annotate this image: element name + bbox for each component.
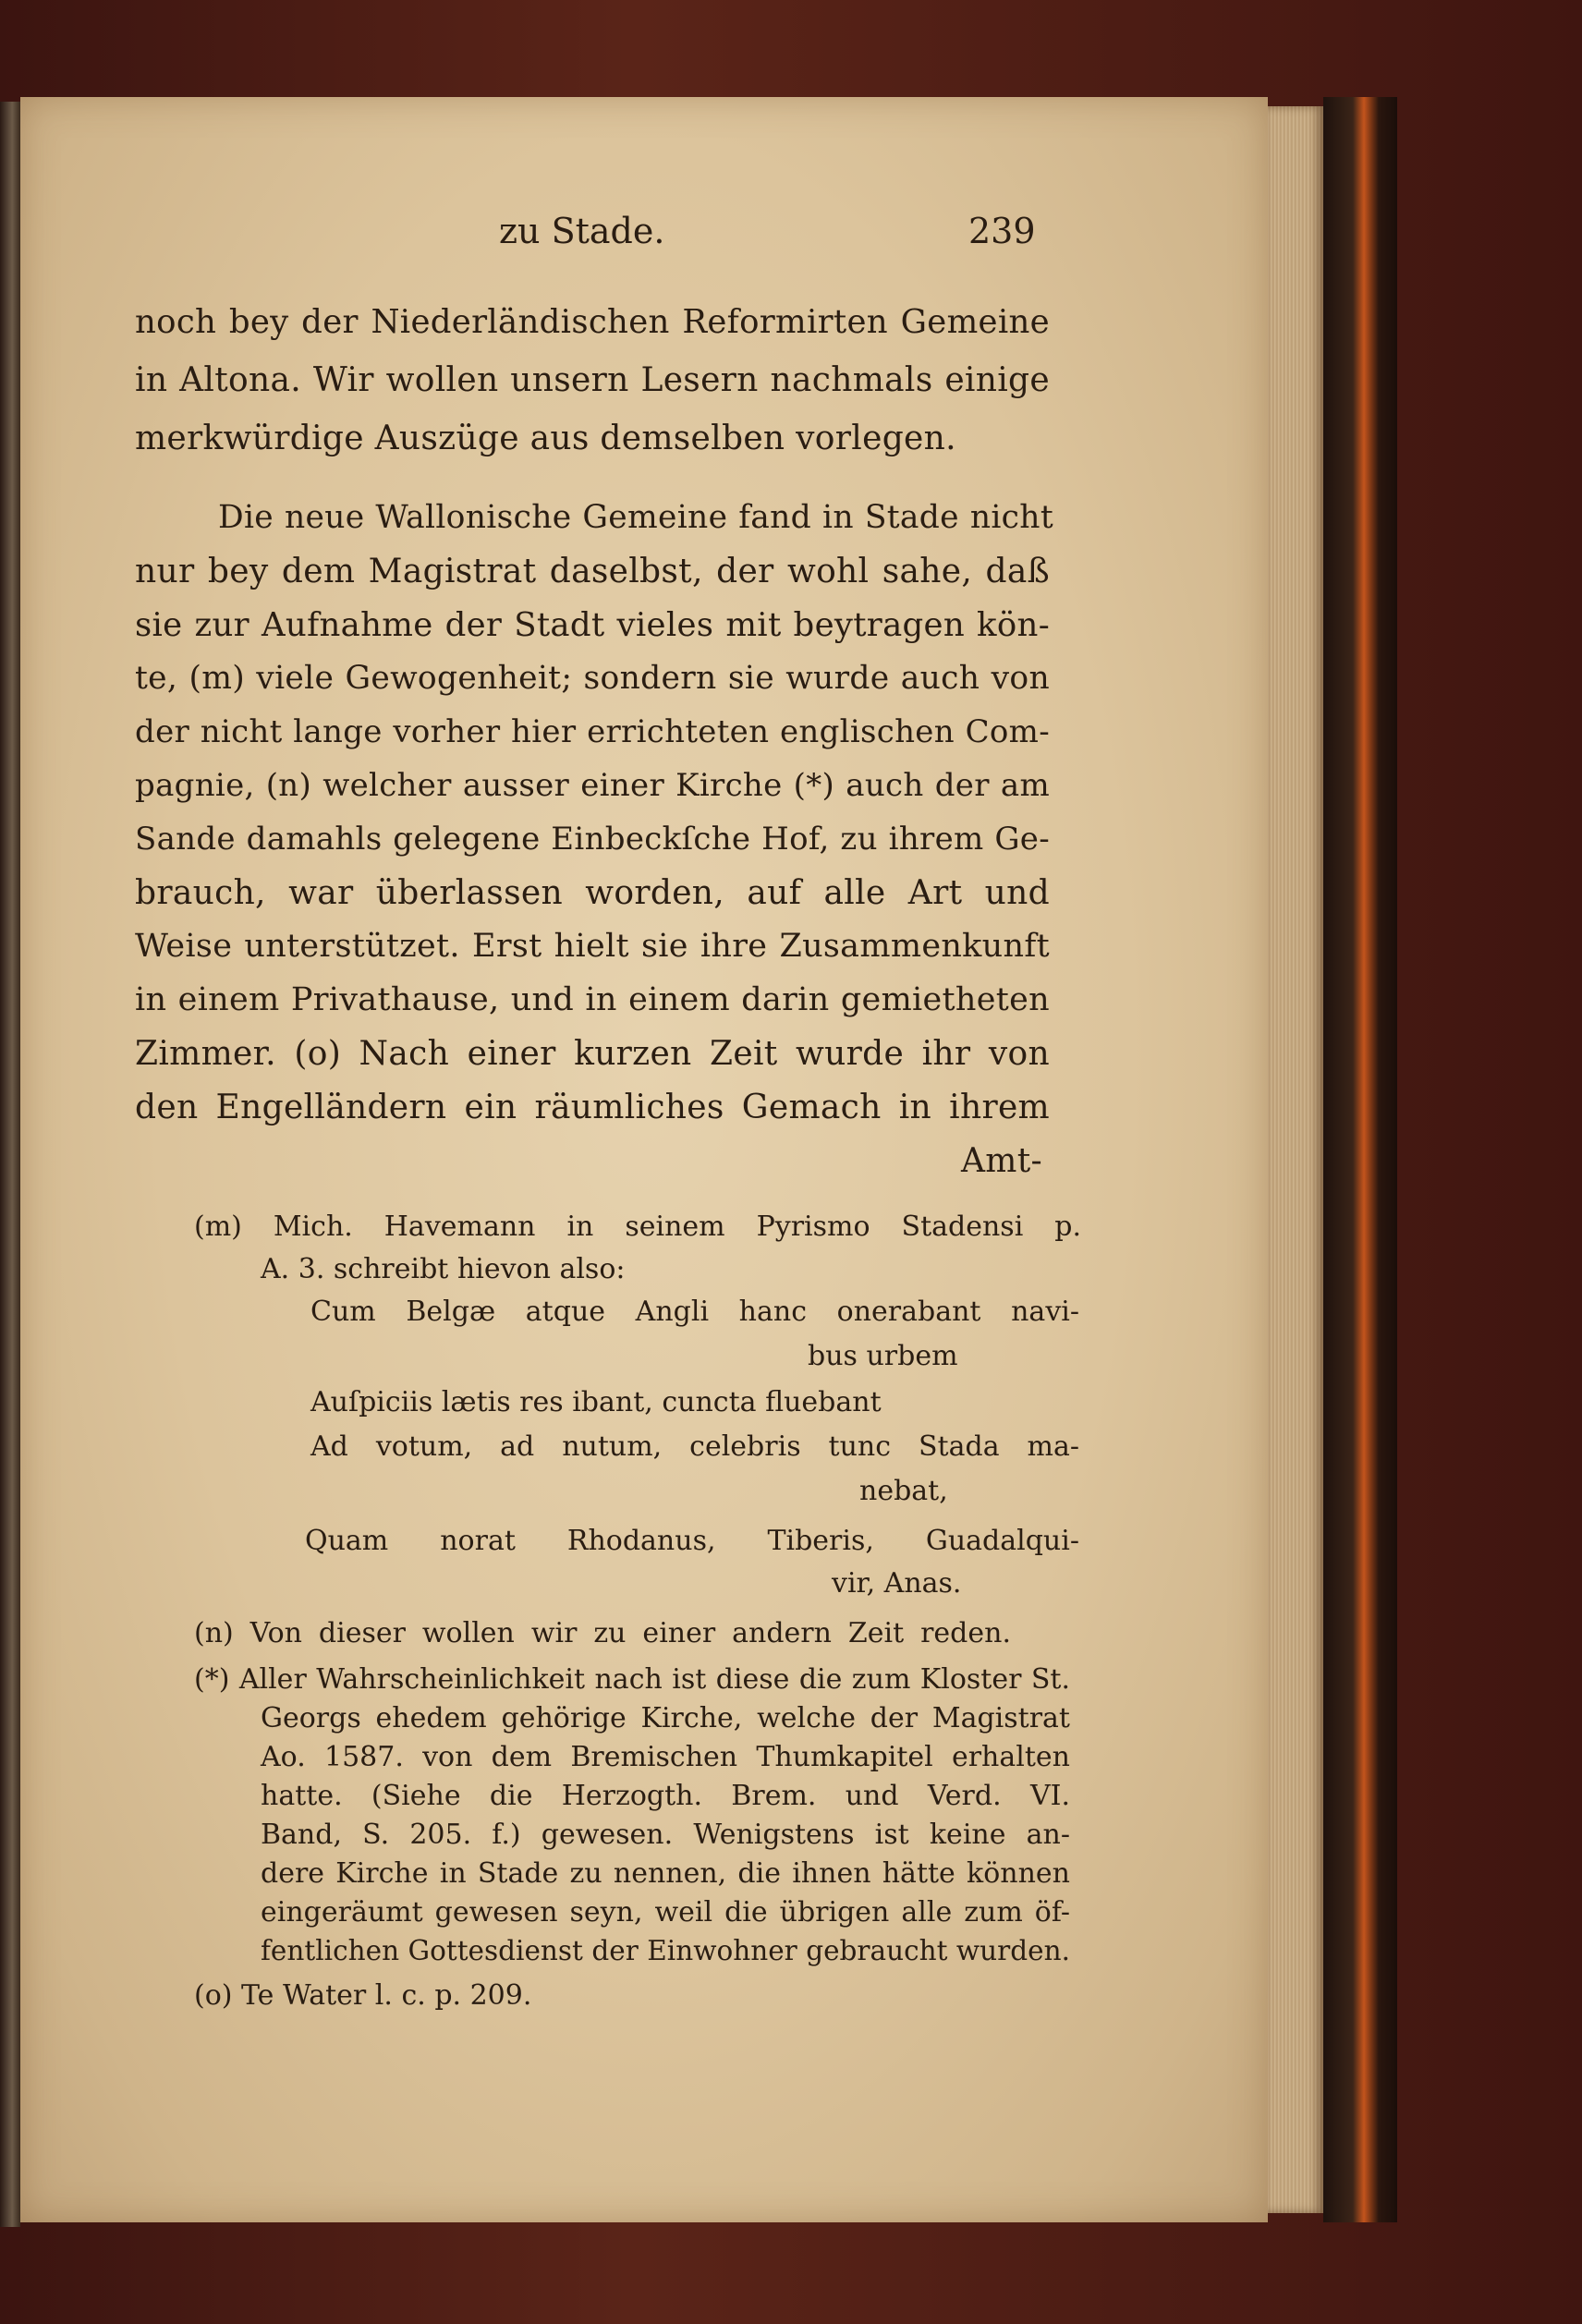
footnote-line: A. 3. schreibt hievon also: — [261, 1253, 626, 1285]
footnote-line: (m) Mich. Havemann in seinem Pyrismo Stadensi p. — [194, 1211, 1081, 1243]
body-line: noch bey der Niederländischen Reformirten Gemeine — [135, 303, 1050, 341]
footnote-line: eingeräumt gewesen seyn, weil die übrigen alle zum öf- — [261, 1896, 1070, 1929]
body-line: Sande damahls gelegene Einbeckſche Hof, zu ihrem Ge- — [135, 821, 1050, 858]
footnote-line: Georgs ehedem gehörige Kirche, welche der Magistrat — [261, 1702, 1070, 1734]
footnote-line: (*) Aller Wahrscheinlichkeit nach ist diese die zum Kloster St. — [194, 1663, 1070, 1696]
body-line: te, (m) viele Gewogenheit; sondern sie wurde auch von — [135, 660, 1050, 697]
verse-line: vir, Anas. — [832, 1567, 962, 1600]
body-line: Zimmer. (o) Nach einer kurzen Zeit wurde ihr von — [135, 1035, 1050, 1073]
body-line: in einem Privathause, und in einem darin gemietheten — [135, 981, 1050, 1018]
body-line: der nicht lange vorher hier errichteten englischen Com- — [135, 713, 1050, 750]
footnote-line: Ao. 1587. von dem Bremischen Thumkapitel erhalten — [261, 1741, 1070, 1773]
footnote-line: (n) Von dieser wollen wir zu einer andern Zeit reden. — [194, 1617, 1011, 1649]
body-line: in Altona. Wir wollen unsern Lesern nachmals einige — [135, 361, 1050, 399]
footnote-line: dere Kirche in Stade zu nennen, die ihnen hätte können — [261, 1857, 1070, 1890]
running-title: zu Stade. — [499, 211, 665, 251]
body-line: brauch, war überlassen worden, auf alle Art und — [135, 874, 1050, 912]
footnote-line: Band, S. 205. f.) gewesen. Wenigstens ist keine an- — [261, 1819, 1070, 1851]
footnote-line: fentlichen Gottesdienst der Einwohner gebraucht wurden. — [261, 1935, 1070, 1966]
footnote-line: (o) Te Water l. c. p. 209. — [194, 1979, 532, 2012]
verse-line: Ad votum, ad nutum, celebris tunc Stada ma- — [310, 1430, 1079, 1463]
footnote-line: hatte. (Siehe die Herzogth. Brem. und Verd. VI. — [261, 1780, 1070, 1812]
body-line: nur bey dem Magistrat daselbst, der wohl sahe, daß — [135, 553, 1050, 590]
body-line: Weise unterstützet. Erst hielt sie ihre Zusammenkunft — [135, 928, 1050, 965]
body-line: sie zur Aufnahme der Stadt vieles mit beytragen kön- — [135, 606, 1050, 644]
body-line: pagnie, (n) welcher ausser einer Kirche (*) auch der am — [135, 767, 1050, 804]
verse-line: Cum Belgæ atque Angli hanc onerabant navi- — [310, 1296, 1079, 1328]
body-line: Die neue Wallonische Gemeine fand in Stade nicht — [218, 499, 1053, 536]
verse-line: nebat, — [859, 1475, 948, 1507]
verse-line: Quam norat Rhodanus, Tiberis, Guadalqui- — [305, 1525, 1079, 1557]
verse-line: Auſpiciis lætis res ibant, cuncta fluebant — [310, 1386, 882, 1418]
verse-line: bus urbem — [808, 1340, 958, 1372]
body-line: den Engelländern ein räumliches Gemach in ihrem — [135, 1089, 1050, 1126]
body-line: merkwürdige Auszüge aus demselben vorlegen. — [135, 420, 956, 457]
catchword: Amt- — [961, 1142, 1042, 1180]
page-number: 239 — [968, 211, 1036, 251]
